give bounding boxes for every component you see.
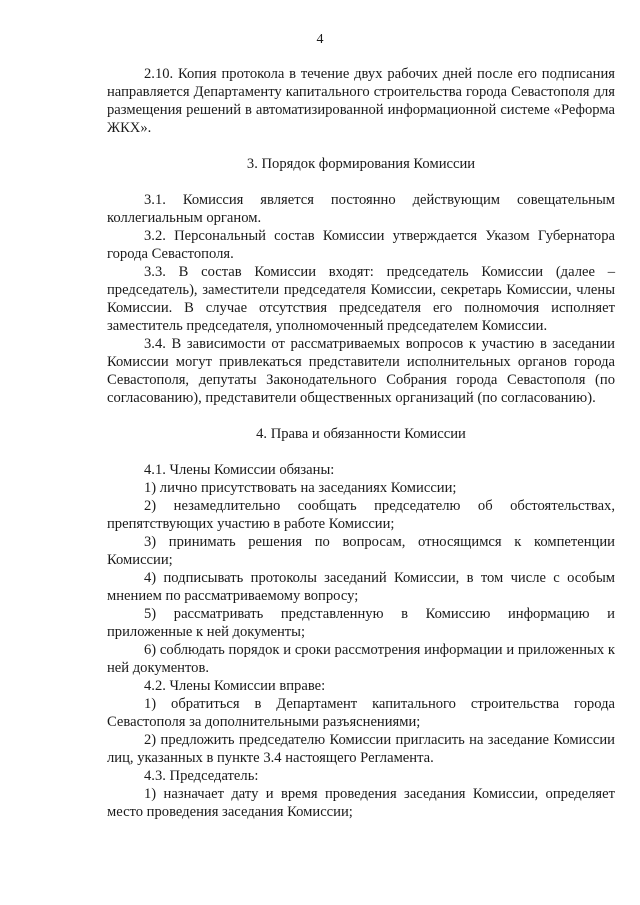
document-body <box>107 65 615 821</box>
section-3-heading: 3. Порядок формирования Комиссии <box>246 156 476 172</box>
section-4-heading: 4. Права и обязанности Комиссии <box>256 426 466 442</box>
paragraph-3-3: 3.3. В состав Комиссии входят: председатель Комиссии (далее – председатель), заместители председателя Комиссии, секретарь Комиссии, члены Комиссии. В случае отсутствия председателя его полномочия исполняет заместитель председателя, уполномоченный председателем Комиссии. <box>107 264 615 334</box>
paragraph-3-4: 3.4. В зависимости от рассматриваемых вопросов к участию в заседании Комиссии могут привлекаться представители исполнительных органов города Севастополя, депутаты Законодательного Собрания города Севастополя (по согласованию), представители общественных организаций (по согласованию). <box>107 336 615 406</box>
paragraph-4-2: 4.2. Члены Комиссии вправе: <box>144 678 326 694</box>
list-item-4-3-1: 1) назначает дату и время проведения заседания Комиссии, определяет место проведения заседания Комиссии; <box>107 786 615 820</box>
paragraph-2-10: 2.10. Копия протокола в течение двух рабочих дней после его подписания направляется Департаменту капитального строительства города Севастополя для размещения решений в автоматизированной информационной системе «Реформа ЖКХ». <box>107 66 615 136</box>
list-item-4-1-6: 6) соблюдать порядок и сроки рассмотрения информации и приложенных к ней документов. <box>107 642 615 676</box>
list-item-4-1-1: 1) лично присутствовать на заседаниях Комиссии; <box>144 480 457 496</box>
list-item-4-1-3: 3) принимать решения по вопросам, относящимся к компетенции Комиссии; <box>107 534 615 568</box>
paragraph-4-1: 4.1. Члены Комиссии обязаны: <box>144 462 335 478</box>
list-item-4-1-2: 2) незамедлительно сообщать председателю об обстоятельствах, препятствующих участию в работе Комиссии; <box>107 498 615 532</box>
page-number: 4 <box>316 32 324 47</box>
list-item-4-1-4: 4) подписывать протоколы заседаний Комиссии, в том числе с особым мнением по рассматриваемому вопросу; <box>107 570 615 604</box>
paragraph-3-2: 3.2. Персональный состав Комиссии утверждается Указом Губернатора города Севастополя. <box>107 228 615 262</box>
list-item-4-1-5: 5) рассматривать представленную в Комиссию информацию и приложенные к ней документы; <box>107 606 615 640</box>
paragraph-3-1: 3.1. Комиссия является постоянно действующим совещательным коллегиальным органом. <box>107 192 615 226</box>
paragraph-4-3: 4.3. Председатель: <box>144 768 259 784</box>
list-item-4-2-1: 1) обратиться в Департамент капитального строительства города Севастополя за дополнительными разъяснениями; <box>107 696 615 730</box>
list-item-4-2-2: 2) предложить председателю Комиссии пригласить на заседание Комиссии лиц, указанных в пункте 3.4 настоящего Регламента. <box>107 732 615 766</box>
